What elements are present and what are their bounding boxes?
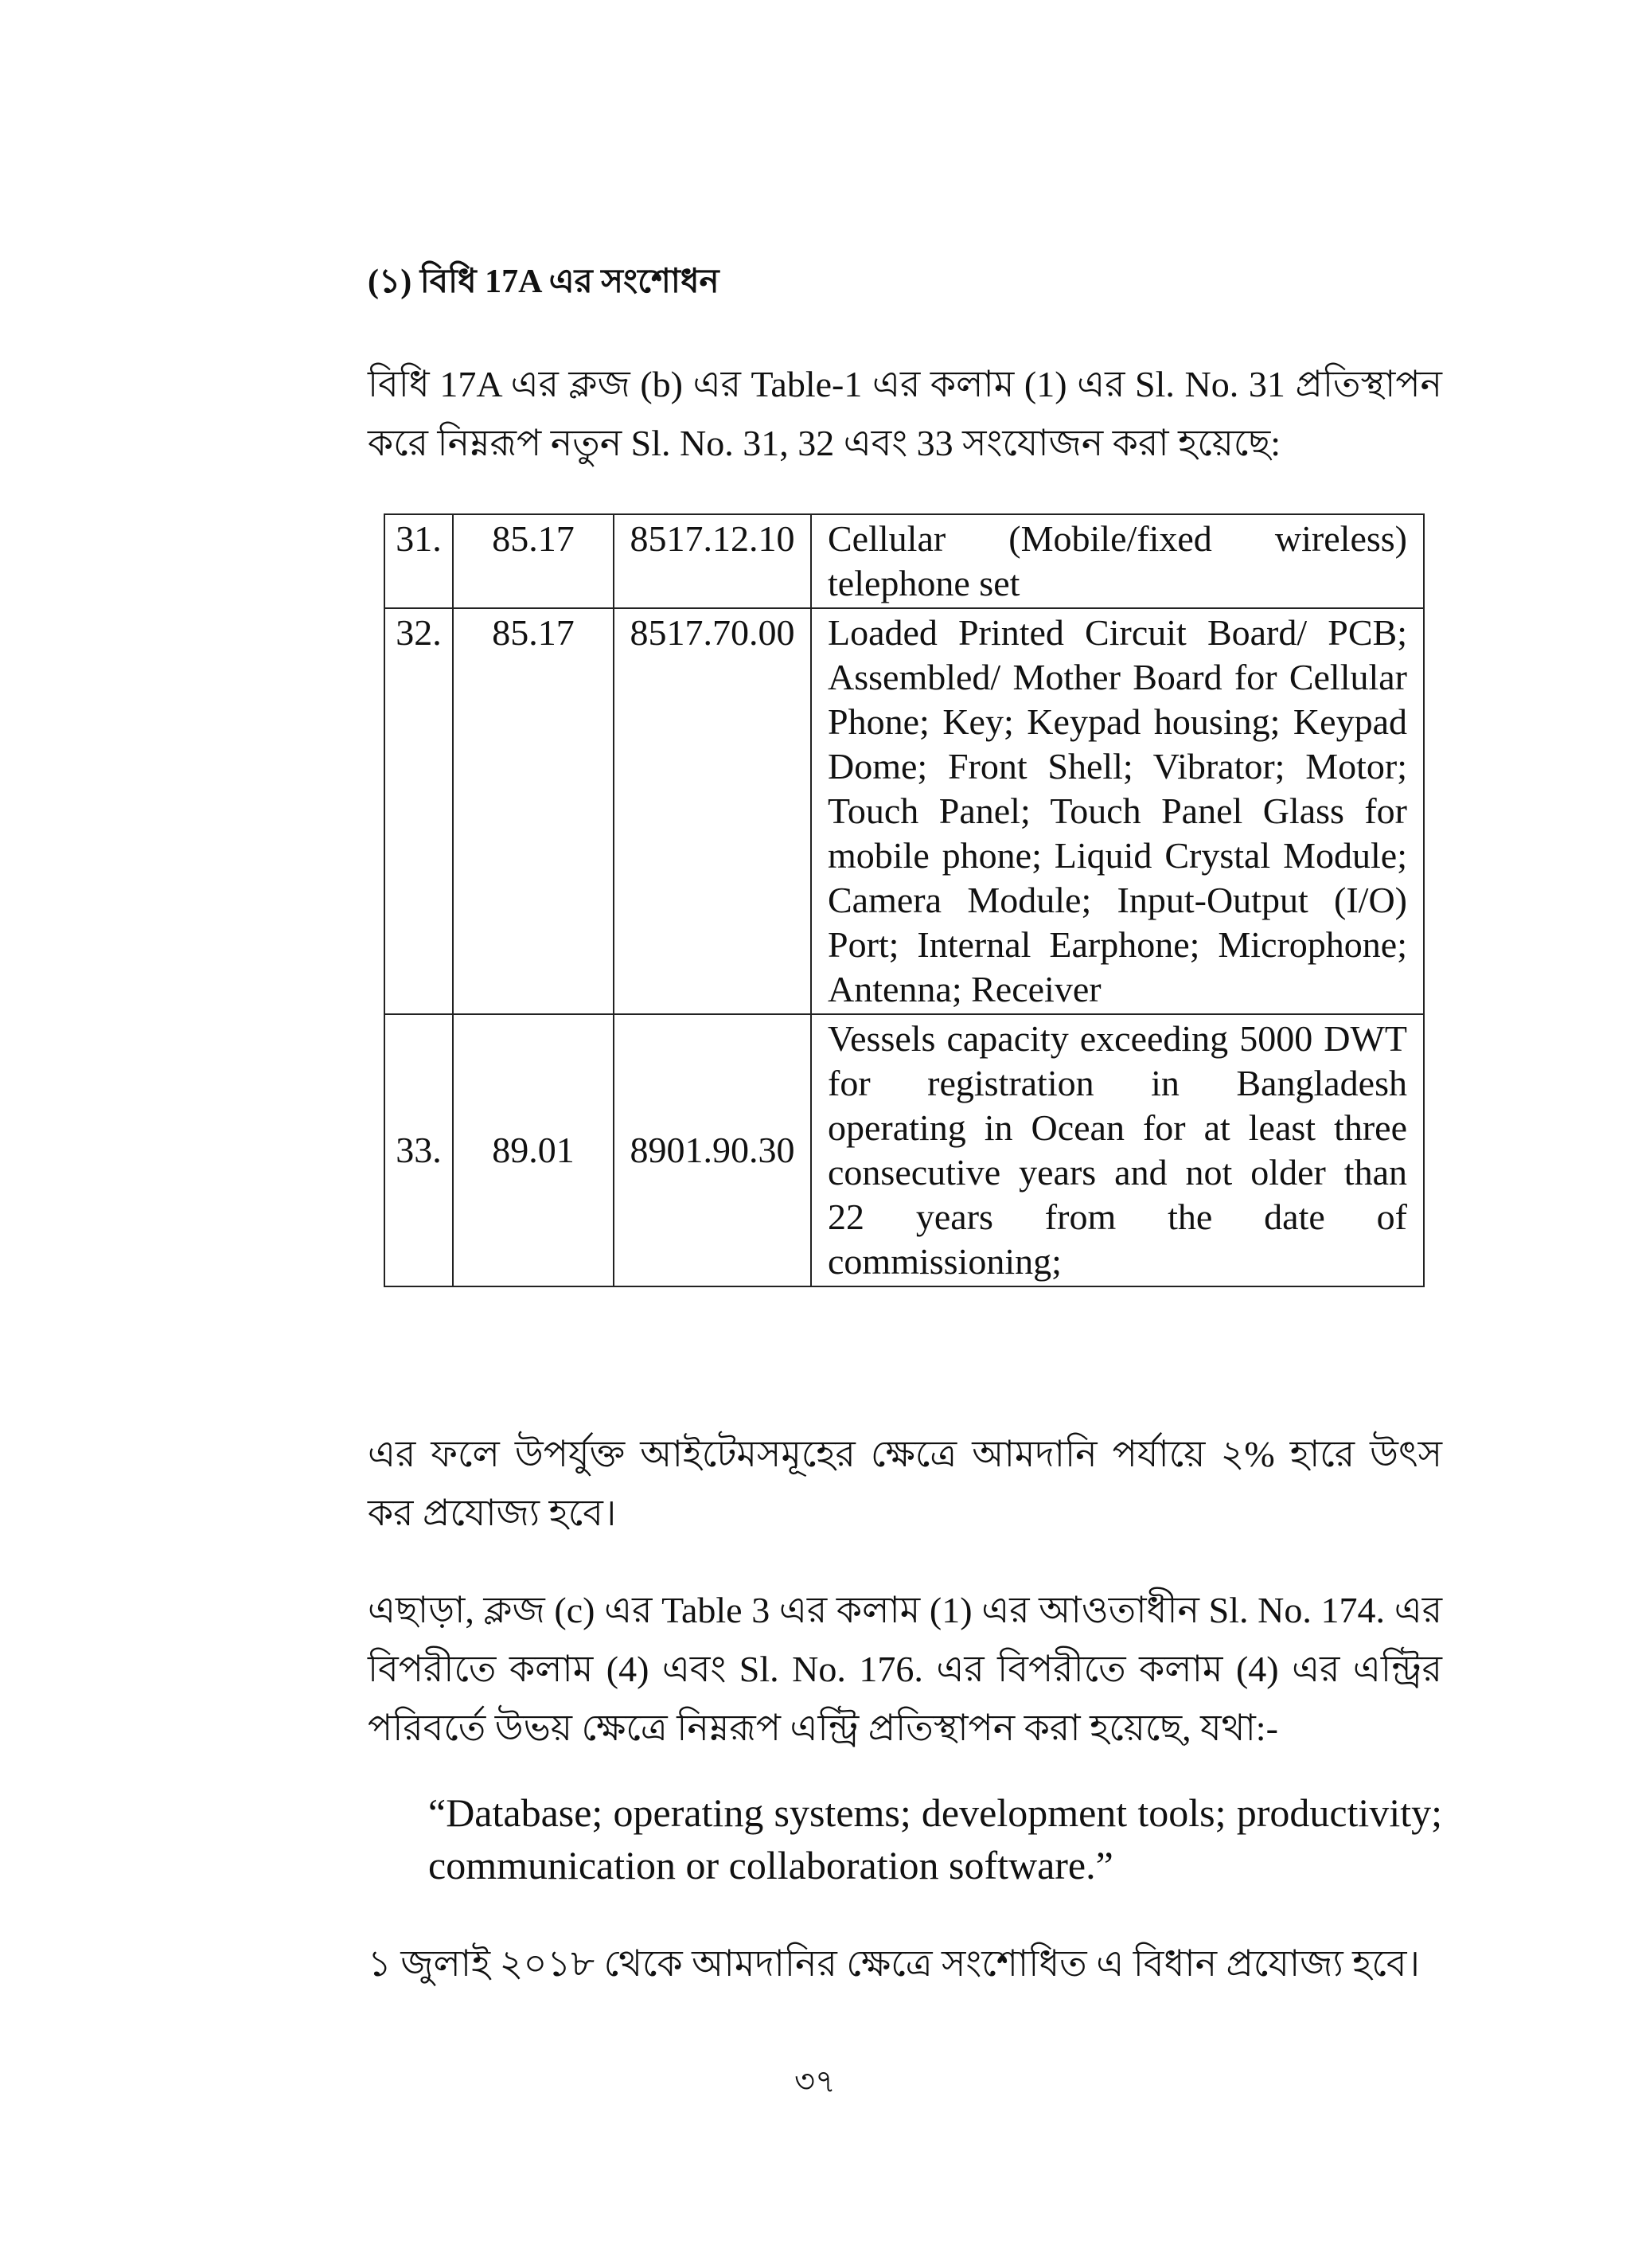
section-heading: (১) বিধি 17A এর সংশোধন	[368, 263, 719, 300]
serial-number-cell: 32.	[384, 608, 453, 1014]
heading-number-cell: 89.01	[453, 1014, 614, 1286]
intro-paragraph: বিধি 17A এর ক্লজ (b) এর Table-1 এর কলাম (1) এর Sl. No. 31 প্রতিস্থাপন করে নিম্নরূপ নতুন Sl. No. 31, 32 এবং 33 সংযোজন করা হয়েছে:	[368, 364, 1442, 463]
amendment-table	[384, 513, 1425, 1287]
description-cell: Loaded Printed Circuit Board/ PCB; Assembled/ Mother Board for Cellular Phone; Key; Keypad housing; Keypad Dome; Front Shell; Vibrator; Motor; Touch Panel; Touch Panel Glass for mobile phone; Liquid Crystal Module; Camera Module; Input-Output (I/O) Port; Internal Earphone; Microphone; Antenna; Receiver	[811, 608, 1424, 1014]
also-paragraph: এছাড়া, ক্লজ (c) এর Table 3 এর কলাম (1) এর আওতাধীন Sl. No. 174. এর বিপরীতে কলাম (4) এবং Sl. No. 176. এর বিপরীতে কলাম (4) এর এন্ট্রির পরিবর্তে উভয় ক্ষেত্রে নিম্নরূপ এন্ট্রি প্রতিস্থাপন করা হয়েছে, যথা:-	[368, 1590, 1442, 1748]
table-row	[384, 514, 1424, 608]
hs-code-cell: 8901.90.30	[614, 1014, 811, 1286]
heading-number-cell: 85.17	[453, 514, 614, 608]
description-cell: Cellular (Mobile/fixed wireless) telephone set	[811, 514, 1424, 608]
effect-paragraph: এর ফলে উপর্যুক্ত আইটেমসমূহের ক্ষেত্রে আমদানি পর্যায়ে ২% হারে উৎস কর প্রযোজ্য হবে।	[368, 1434, 1442, 1533]
page-number: ৩৭	[794, 2063, 836, 2099]
hs-code-cell: 8517.70.00	[614, 608, 811, 1014]
hs-code-cell: 8517.12.10	[614, 514, 811, 608]
table-row	[384, 1014, 1424, 1286]
heading-number-cell: 85.17	[453, 608, 614, 1014]
serial-number-cell: 31.	[384, 514, 453, 608]
table-row	[384, 608, 1424, 1014]
description-cell: Vessels capacity exceeding 5000 DWT for registration in Bangladesh operating in Ocean for at least three consecutive years and not older than 22 years from the date of commissioning;	[811, 1014, 1424, 1286]
effective-date-paragraph: ১ জুলাই ২০১৮ থেকে আমদানির ক্ষেত্রে সংশোধিত এ বিধান প্রযোজ্য হবে।	[368, 1943, 1420, 1984]
quoted-entry: “Database; operating systems; development tools; productivity; communication or collaboration software.”	[428, 1790, 1442, 1887]
serial-number-cell: 33.	[384, 1014, 453, 1286]
